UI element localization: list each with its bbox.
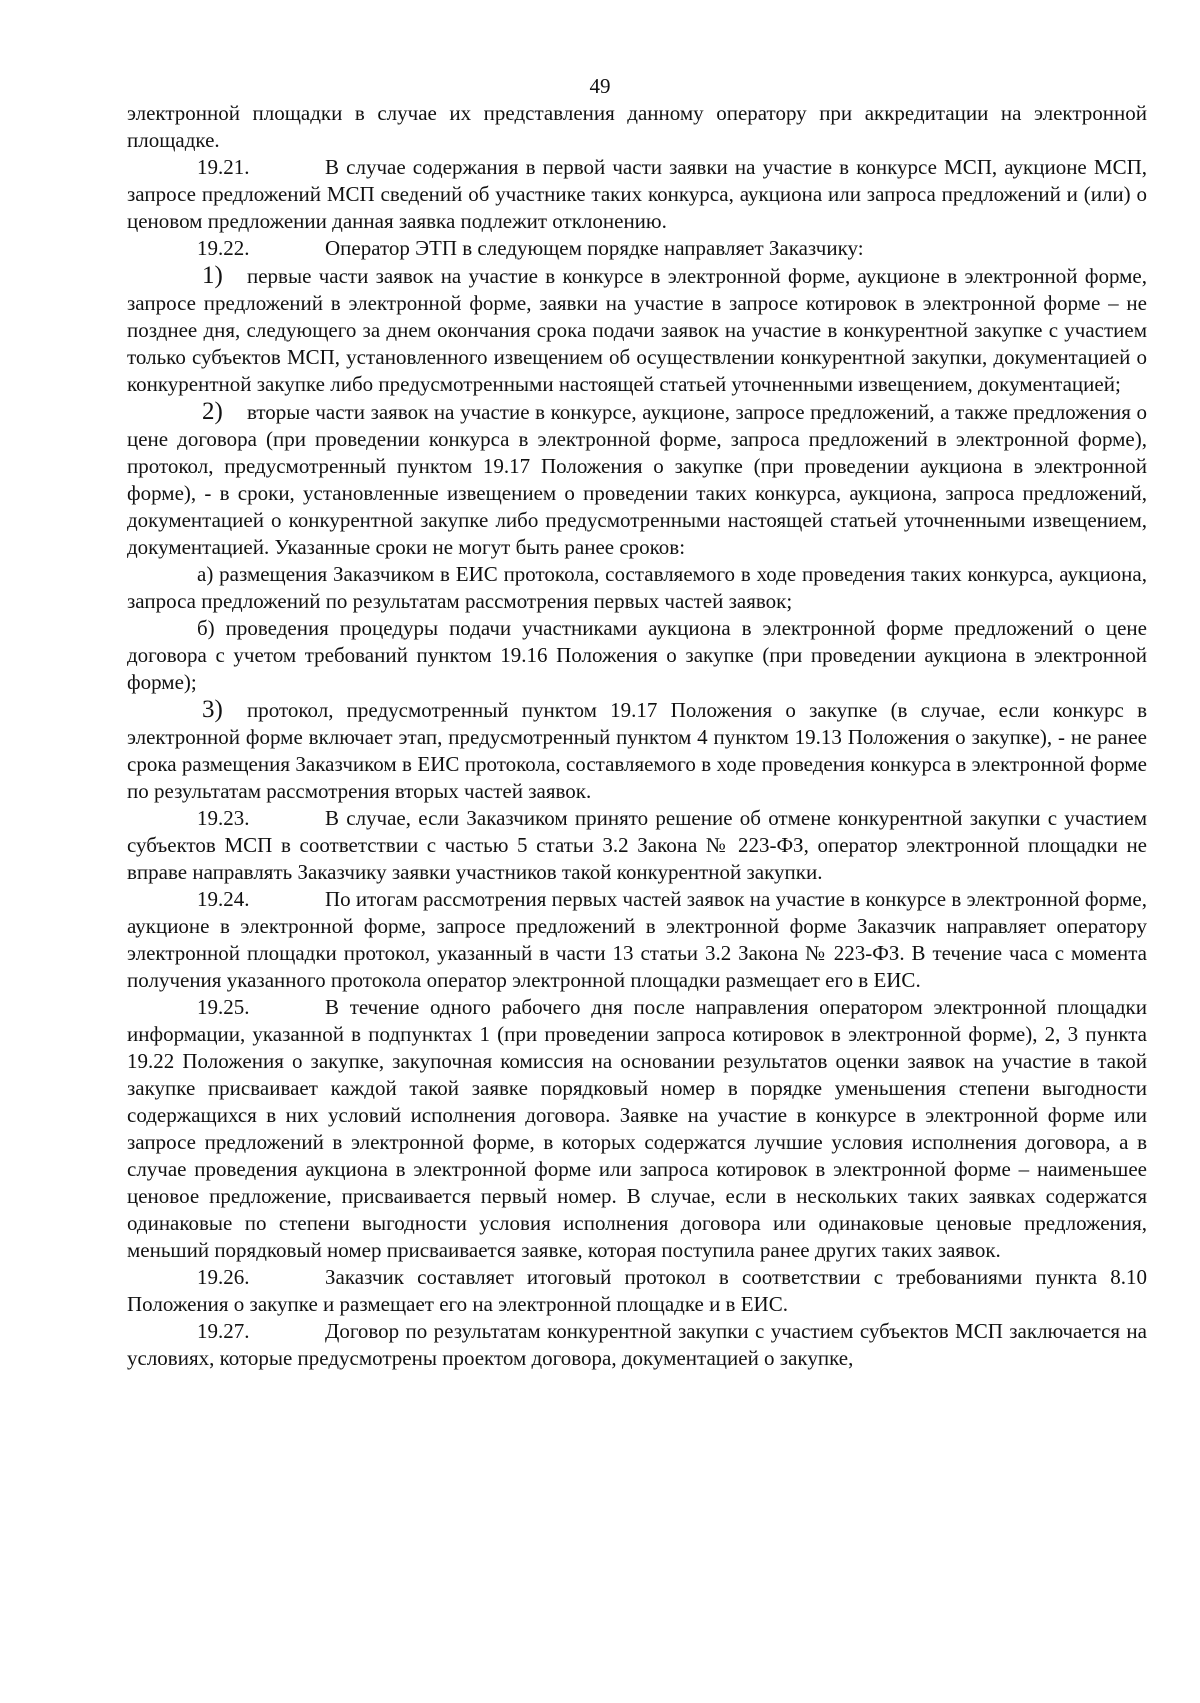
clause-text: В случае, если Заказчиком принято решение об отмене конкурентной закупки с участием субъектов МСП в соответствии с частью 5 статьи 3.2 Закона № 223-ФЗ, оператор электронной площадки не вправе направлять Заказчику заявки участников такой конкурентной закупки. [127,806,1147,884]
clause-number: 19.23. [197,806,250,830]
document-body [127,100,1147,1372]
clause-19-24 [127,886,1147,994]
clause-text: В течение одного рабочего дня после направления оператором электронной площадки информации, указанной в подпунктах 1 (при проведении запроса котировок в электронной форме), 2, 3 пункта 19.22 Положения о закупке, закупочная комиссия на основании результатов оценки заявок на участие в такой закупке присваивает каждой такой заявке порядковый номер в порядке уменьшения степени выгодности содержащихся в них условий исполнения договора. Заявке на участие в конкурсе в электронной форме или запросе предложений в электронной форме, в которых содержатся лучшие условия исполнения договора, а в случае проведения аукциона в электронной форме или запроса котировок в электронной форме – наименьшее ценовое предложение, присваивается первый номер. В случае, если в нескольких таких заявках содержатся одинаковые по степени выгодности условия исполнения договора или одинаковые ценовые предложения, меньший порядковый номер присваивается заявке, которая поступила ранее других таких заявок. [127,995,1147,1262]
clause-number: 19.25. [197,995,250,1019]
item-number: 2) [202,398,223,425]
sub-item-a: а) размещения Заказчиком в ЕИС протокола, составляемого в ходе проведения таких конкурса, аукциона, запроса предложений по результатам рассмотрения первых частей заявок; [127,562,1147,613]
item-number: 1) [202,262,223,289]
clause-text: В случае содержания в первой части заявки на участие в конкурсе МСП, аукционе МСП, запросе предложений МСП сведений об участнике таких конкурса, аукциона или запроса предложений и (или) о ценовом предложении данная заявка подлежит отклонению. [127,155,1147,233]
item-number: 3) [202,696,223,723]
sub-item-b: б) проведения процедуры подачи участниками аукциона в электронной форме предложений о цене договора с учетом требований пунктом 19.16 Положения о закупке (при проведении аукциона в электронной форме); [127,616,1147,694]
clause-19-25 [127,994,1147,1264]
clause-number: 19.27. [197,1319,250,1343]
clause-19-21 [127,154,1147,235]
clause-number: 19.21. [197,155,250,179]
list-item-1 [127,262,1147,398]
clause-text: Оператор ЭТП в следующем порядке направляет Заказчику: [325,236,864,260]
item-text: вторые части заявок на участие в конкурсе, аукционе, запросе предложений, а также предложения о цене договора (при проведении конкурса в электронной форме, запроса предложений в электронной форме), протокол, предусмотренный пунктом 19.17 Положения о закупке (при проведении аукциона в электронной форме), - в сроки, установленные извещением о проведении таких конкурса, аукциона, запроса предложений, документацией о конкурентной закупке либо предусмотренными настоящей статьей уточненными извещением, документацией. Указанные сроки не могут быть ранее сроков: [127,400,1147,559]
clause-19-23 [127,805,1147,886]
clause-19-26 [127,1264,1147,1318]
clause-text: Договор по результатам конкурентной закупки с участием субъектов МСП заключается на условиях, которые предусмотрены проектом договора, документацией о закупке, [127,1319,1147,1370]
page-number: 49 [589,74,611,98]
paragraph-continuation: электронной площадки в случае их представления данному оператору при аккредитации на электронной площадке. [127,101,1147,152]
clause-text: По итогам рассмотрения первых частей заявок на участие в конкурсе в электронной форме, аукционе в электронной форме, запросе предложений в электронной форме Заказчик направляет оператору электронной площадки протокол, указанный в части 13 статьи 3.2 Закона № 223-ФЗ. В течение часа с момента получения указанного протокола оператор электронной площадки размещает его в ЕИС. [127,887,1147,992]
item-text: первые части заявок на участие в конкурсе в электронной форме, аукционе в электронной форме, запросе предложений в электронной форме, заявки на участие в запросе котировок в электронной форме – не позднее дня, следующего за днем окончания срока подачи заявок на участие в конкурентной закупке с участием только субъектов МСП, установленного извещением об осуществлении конкурентной закупки, документацией о конкурентной закупке либо предусмотренными настоящей статьей уточненными извещением, документацией; [127,264,1147,396]
clause-number: 19.24. [197,887,250,911]
item-text: протокол, предусмотренный пунктом 19.17 Положения о закупке (в случае, если конкурс в электронной форме включает этап, предусмотренный пунктом 4 пунктом 19.13 Положения о закупке), - не ранее срока размещения Заказчиком в ЕИС протокола, составляемого в ходе проведения конкурса в электронной форме по результатам рассмотрения вторых частей заявок. [127,698,1147,803]
clause-number: 19.22. [197,236,250,260]
list-item-2 [127,398,1147,561]
list-item-3 [127,696,1147,805]
clause-19-22 [127,235,1147,262]
clause-text: Заказчик составляет итоговый протокол в соответствии с требованиями пункта 8.10 Положения о закупке и размещает его на электронной площадке и в ЕИС. [127,1265,1147,1316]
clause-number: 19.26. [197,1265,250,1289]
clause-19-27 [127,1318,1147,1372]
